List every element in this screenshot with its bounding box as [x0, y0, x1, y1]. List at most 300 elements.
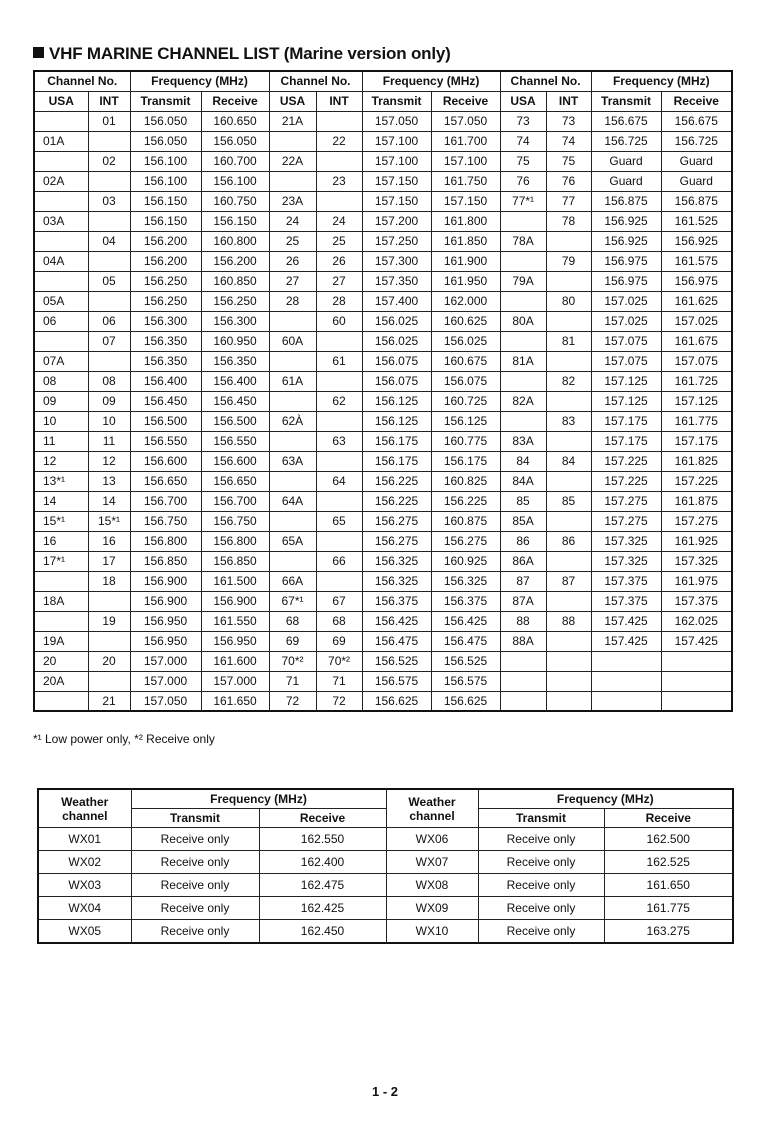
cell-int: 26: [316, 251, 362, 271]
cell-transmit: 156.800: [130, 531, 201, 551]
cell-receive: 160.750: [201, 191, 269, 211]
transmit-header: Transmit: [131, 809, 259, 828]
cell-usa: 02A: [34, 171, 88, 191]
cell-int: [546, 471, 591, 491]
cell-receive: 157.225: [661, 471, 732, 491]
cell-int: [546, 651, 591, 671]
table-row: [34, 451, 732, 471]
cell-int: 03: [88, 191, 130, 211]
cell-transmit: 156.050: [130, 131, 201, 151]
cell-transmit: 156.025: [362, 311, 431, 331]
table-row: [34, 691, 732, 711]
cell-usa: [500, 211, 546, 231]
cell-receive: 156.625: [431, 691, 500, 711]
cell-weather-channel: WX10: [386, 920, 478, 944]
table-row: [34, 611, 732, 631]
cell-usa: 86: [500, 531, 546, 551]
cell-usa: 01A: [34, 131, 88, 151]
cell-transmit: 157.025: [591, 291, 661, 311]
cell-transmit: 156.025: [362, 331, 431, 351]
table-row: [38, 874, 733, 897]
cell-receive: 156.525: [431, 651, 500, 671]
cell-receive: 156.225: [431, 491, 500, 511]
cell-usa: 18A: [34, 591, 88, 611]
cell-receive: 160.650: [201, 111, 269, 131]
table-row: [34, 171, 732, 191]
cell-receive: 156.725: [661, 131, 732, 151]
cell-receive: 160.825: [431, 471, 500, 491]
cell-int: 73: [546, 111, 591, 131]
cell-usa: 65A: [269, 531, 316, 551]
cell-usa: [34, 691, 88, 711]
cell-transmit: 157.225: [591, 471, 661, 491]
cell-receive: 160.700: [201, 151, 269, 171]
cell-usa: 78A: [500, 231, 546, 251]
cell-int: [546, 311, 591, 331]
cell-receive: 160.625: [431, 311, 500, 331]
cell-receive: 162.525: [604, 851, 733, 874]
cell-transmit: 156.075: [362, 371, 431, 391]
table-row: [34, 331, 732, 351]
cell-transmit: Receive only: [131, 920, 259, 944]
cell-int: 16: [88, 531, 130, 551]
cell-int: 07: [88, 331, 130, 351]
cell-receive: [661, 691, 732, 711]
cell-int: [88, 131, 130, 151]
cell-int: [316, 411, 362, 431]
cell-transmit: 157.075: [591, 331, 661, 351]
table-row: [34, 651, 732, 671]
column-header-int: INT: [88, 91, 130, 111]
cell-receive: 156.200: [201, 251, 269, 271]
cell-int: 08: [88, 371, 130, 391]
cell-int: [88, 631, 130, 651]
cell-receive: 156.875: [661, 191, 732, 211]
cell-int: 69: [316, 631, 362, 651]
cell-receive: 156.050: [201, 131, 269, 151]
cell-int: 01: [88, 111, 130, 131]
table-row: [38, 897, 733, 920]
cell-transmit: [591, 691, 661, 711]
cell-transmit: Receive only: [131, 897, 259, 920]
table-row: [34, 531, 732, 551]
cell-transmit: 156.125: [362, 411, 431, 431]
cell-usa: 26: [269, 251, 316, 271]
cell-receive: Guard: [661, 151, 732, 171]
cell-receive: 160.875: [431, 511, 500, 531]
column-header-usa: USA: [500, 91, 546, 111]
cell-usa: 09: [34, 391, 88, 411]
cell-usa: [500, 251, 546, 271]
cell-usa: 06: [34, 311, 88, 331]
cell-transmit: 156.350: [130, 331, 201, 351]
frequency-header: Frequency (MHz): [362, 71, 500, 91]
cell-receive: 156.250: [201, 291, 269, 311]
table-row: [34, 231, 732, 251]
cell-receive: 156.075: [431, 371, 500, 391]
cell-usa: 27: [269, 271, 316, 291]
cell-int: 60: [316, 311, 362, 331]
cell-transmit: Receive only: [478, 851, 604, 874]
cell-transmit: 157.425: [591, 631, 661, 651]
cell-receive: 160.675: [431, 351, 500, 371]
table-row: [34, 251, 732, 271]
cell-usa: 08: [34, 371, 88, 391]
weather-subheader-row: [38, 809, 733, 828]
cell-transmit: 157.025: [591, 311, 661, 331]
cell-int: 23: [316, 171, 362, 191]
cell-usa: 77*¹: [500, 191, 546, 211]
cell-int: [88, 591, 130, 611]
table-row: [34, 411, 732, 431]
cell-int: 25: [316, 231, 362, 251]
cell-transmit: 156.675: [591, 111, 661, 131]
cell-transmit: Receive only: [131, 851, 259, 874]
cell-transmit: 157.250: [362, 231, 431, 251]
cell-transmit: 156.225: [362, 471, 431, 491]
cell-usa: [34, 151, 88, 171]
cell-int: 85: [546, 491, 591, 511]
table-row: [34, 471, 732, 491]
table-row: [34, 151, 732, 171]
cell-transmit: 156.875: [591, 191, 661, 211]
cell-receive: 156.975: [661, 271, 732, 291]
table-row: [34, 491, 732, 511]
cell-transmit: 157.100: [362, 131, 431, 151]
cell-transmit: 156.950: [130, 631, 201, 651]
cell-transmit: 157.000: [130, 651, 201, 671]
cell-transmit: 156.975: [591, 271, 661, 291]
cell-usa: 15*¹: [34, 511, 88, 531]
cell-usa: [34, 571, 88, 591]
cell-int: [546, 631, 591, 651]
cell-receive: 156.275: [431, 531, 500, 551]
table-row: [34, 191, 732, 211]
cell-transmit: 157.425: [591, 611, 661, 631]
cell-usa: [500, 371, 546, 391]
cell-usa: 66A: [269, 571, 316, 591]
cell-weather-channel: WX01: [38, 828, 131, 851]
cell-receive: 156.375: [431, 591, 500, 611]
column-header-receive: Receive: [431, 91, 500, 111]
cell-usa: [500, 331, 546, 351]
cell-transmit: 156.300: [130, 311, 201, 331]
cell-int: 61: [316, 351, 362, 371]
cell-int: 24: [316, 211, 362, 231]
cell-receive: 157.425: [661, 631, 732, 651]
cell-weather-channel: WX02: [38, 851, 131, 874]
cell-transmit: 156.900: [130, 571, 201, 591]
cell-int: 84: [546, 451, 591, 471]
table-row: [34, 671, 732, 691]
cell-usa: 76: [500, 171, 546, 191]
cell-weather-channel: WX03: [38, 874, 131, 897]
cell-receive: 161.700: [431, 131, 500, 151]
cell-transmit: 156.475: [362, 631, 431, 651]
cell-int: [546, 271, 591, 291]
cell-usa: [500, 411, 546, 431]
cell-int: [546, 391, 591, 411]
table-row: [38, 920, 733, 944]
cell-int: 65: [316, 511, 362, 531]
cell-usa: 85: [500, 491, 546, 511]
cell-usa: [34, 111, 88, 131]
cell-usa: 88A: [500, 631, 546, 651]
cell-usa: [34, 231, 88, 251]
cell-transmit: 157.200: [362, 211, 431, 231]
cell-int: 14: [88, 491, 130, 511]
cell-receive: 161.550: [201, 611, 269, 631]
cell-usa: 21A: [269, 111, 316, 131]
cell-int: 72: [316, 691, 362, 711]
square-bullet-icon: [33, 47, 44, 58]
cell-usa: 22A: [269, 151, 316, 171]
cell-receive: 156.600: [201, 451, 269, 471]
cell-receive: 156.700: [201, 491, 269, 511]
cell-transmit: 156.100: [130, 151, 201, 171]
cell-transmit: 156.575: [362, 671, 431, 691]
cell-usa: 74: [500, 131, 546, 151]
cell-usa: 19A: [34, 631, 88, 651]
cell-usa: 69: [269, 631, 316, 651]
weather-channel-table: [37, 788, 734, 944]
cell-receive: [661, 651, 732, 671]
cell-receive: 156.550: [201, 431, 269, 451]
cell-receive: 156.450: [201, 391, 269, 411]
cell-transmit: 156.250: [130, 291, 201, 311]
cell-int: 87: [546, 571, 591, 591]
table-row: [34, 291, 732, 311]
cell-receive: 156.900: [201, 591, 269, 611]
column-header-receive: Receive: [201, 91, 269, 111]
cell-receive: 162.550: [259, 828, 386, 851]
cell-int: 74: [546, 131, 591, 151]
table-row: [34, 551, 732, 571]
cell-int: 62: [316, 391, 362, 411]
sub-header-row: [34, 91, 732, 111]
cell-int: 20: [88, 651, 130, 671]
cell-transmit: 157.350: [362, 271, 431, 291]
cell-weather-channel: WX09: [386, 897, 478, 920]
cell-receive: 157.000: [201, 671, 269, 691]
cell-int: [316, 371, 362, 391]
title-text: VHF MARINE CHANNEL LIST (Marine version only): [49, 44, 451, 63]
cell-transmit: 157.000: [130, 671, 201, 691]
cell-transmit: Guard: [591, 151, 661, 171]
cell-receive: 161.625: [661, 291, 732, 311]
cell-int: 71: [316, 671, 362, 691]
cell-int: [546, 431, 591, 451]
cell-receive: 156.400: [201, 371, 269, 391]
cell-transmit: 156.325: [362, 571, 431, 591]
cell-receive: 157.275: [661, 511, 732, 531]
receive-header: Receive: [604, 809, 733, 828]
cell-transmit: [591, 651, 661, 671]
cell-usa: 88: [500, 611, 546, 631]
column-header-int: INT: [546, 91, 591, 111]
cell-receive: 161.850: [431, 231, 500, 251]
cell-transmit: [591, 671, 661, 691]
cell-receive: 160.950: [201, 331, 269, 351]
cell-int: 21: [88, 691, 130, 711]
cell-transmit: 157.225: [591, 451, 661, 471]
cell-transmit: 156.125: [362, 391, 431, 411]
cell-transmit: 156.325: [362, 551, 431, 571]
frequency-header: Frequency (MHz): [131, 789, 386, 809]
cell-int: [316, 151, 362, 171]
cell-transmit: 156.700: [130, 491, 201, 511]
cell-usa: 20: [34, 651, 88, 671]
cell-int: 27: [316, 271, 362, 291]
cell-transmit: 157.125: [591, 371, 661, 391]
cell-receive: 156.175: [431, 451, 500, 471]
cell-usa: 83A: [500, 431, 546, 451]
cell-int: 82: [546, 371, 591, 391]
cell-int: 11: [88, 431, 130, 451]
cell-transmit: Guard: [591, 171, 661, 191]
cell-transmit: 156.650: [130, 471, 201, 491]
cell-receive: 161.750: [431, 171, 500, 191]
column-header-usa: USA: [34, 91, 88, 111]
cell-usa: 85A: [500, 511, 546, 531]
cell-usa: 07A: [34, 351, 88, 371]
cell-transmit: 156.275: [362, 531, 431, 551]
cell-int: 63: [316, 431, 362, 451]
cell-receive: 160.850: [201, 271, 269, 291]
channel-no-header: Channel No.: [34, 71, 130, 91]
cell-transmit: 156.250: [130, 271, 201, 291]
cell-receive: 156.675: [661, 111, 732, 131]
table-row: [34, 211, 732, 231]
weather-channel-header: Weather channel: [38, 789, 131, 828]
cell-usa: [269, 351, 316, 371]
cell-receive: 157.150: [431, 191, 500, 211]
cell-transmit: 156.375: [362, 591, 431, 611]
cell-receive: 156.575: [431, 671, 500, 691]
cell-int: 02: [88, 151, 130, 171]
cell-int: [316, 491, 362, 511]
cell-transmit: 156.550: [130, 431, 201, 451]
column-header-transmit: Transmit: [591, 91, 661, 111]
cell-int: 05: [88, 271, 130, 291]
cell-transmit: 156.975: [591, 251, 661, 271]
cell-usa: 64A: [269, 491, 316, 511]
cell-int: 19: [88, 611, 130, 631]
cell-receive: 157.100: [431, 151, 500, 171]
cell-usa: [500, 651, 546, 671]
cell-int: [546, 511, 591, 531]
cell-usa: 63A: [269, 451, 316, 471]
cell-int: 66: [316, 551, 362, 571]
cell-int: 80: [546, 291, 591, 311]
cell-receive: 156.150: [201, 211, 269, 231]
cell-int: 04: [88, 231, 130, 251]
cell-usa: [34, 191, 88, 211]
cell-transmit: 157.050: [362, 111, 431, 131]
cell-receive: 156.750: [201, 511, 269, 531]
cell-int: [316, 191, 362, 211]
transmit-header: Transmit: [478, 809, 604, 828]
cell-transmit: Receive only: [131, 874, 259, 897]
cell-int: 77: [546, 191, 591, 211]
weather-channel-header: Weather channel: [386, 789, 478, 828]
cell-transmit: 157.275: [591, 491, 661, 511]
table-row: [34, 591, 732, 611]
cell-int: [316, 111, 362, 131]
cell-receive: 162.500: [604, 828, 733, 851]
cell-usa: 86A: [500, 551, 546, 571]
cell-usa: 04A: [34, 251, 88, 271]
cell-transmit: 157.275: [591, 511, 661, 531]
cell-int: 83: [546, 411, 591, 431]
cell-transmit: 156.150: [130, 191, 201, 211]
cell-transmit: 156.350: [130, 351, 201, 371]
cell-usa: 25: [269, 231, 316, 251]
cell-usa: 84: [500, 451, 546, 471]
cell-usa: 72: [269, 691, 316, 711]
cell-transmit: 156.600: [130, 451, 201, 471]
cell-receive: 161.725: [661, 371, 732, 391]
cell-usa: 60A: [269, 331, 316, 351]
cell-receive: 162.000: [431, 291, 500, 311]
table-row: [34, 131, 732, 151]
cell-receive: 156.650: [201, 471, 269, 491]
cell-receive: 156.950: [201, 631, 269, 651]
cell-receive: 156.850: [201, 551, 269, 571]
cell-int: 67: [316, 591, 362, 611]
cell-int: 78: [546, 211, 591, 231]
cell-receive: 162.025: [661, 611, 732, 631]
cell-int: 70*²: [316, 651, 362, 671]
cell-int: [316, 451, 362, 471]
cell-usa: 87A: [500, 591, 546, 611]
cell-receive: 161.575: [661, 251, 732, 271]
cell-usa: 67*¹: [269, 591, 316, 611]
cell-int: [316, 571, 362, 591]
cell-receive: 156.125: [431, 411, 500, 431]
cell-receive: 161.650: [604, 874, 733, 897]
cell-receive: 157.075: [661, 351, 732, 371]
cell-int: 86: [546, 531, 591, 551]
cell-int: 81: [546, 331, 591, 351]
cell-transmit: 156.200: [130, 231, 201, 251]
cell-transmit: 156.050: [130, 111, 201, 131]
cell-transmit: 156.850: [130, 551, 201, 571]
cell-transmit: 157.175: [591, 431, 661, 451]
cell-receive: 156.300: [201, 311, 269, 331]
cell-usa: [500, 291, 546, 311]
cell-transmit: 157.125: [591, 391, 661, 411]
cell-usa: [34, 611, 88, 631]
cell-usa: 84A: [500, 471, 546, 491]
cell-int: [316, 531, 362, 551]
table-row: [34, 571, 732, 591]
cell-transmit: Receive only: [478, 828, 604, 851]
cell-receive: 157.375: [661, 591, 732, 611]
frequency-header: Frequency (MHz): [478, 789, 733, 809]
cell-receive: 156.425: [431, 611, 500, 631]
cell-transmit: 156.400: [130, 371, 201, 391]
table-row: [34, 631, 732, 651]
cell-int: 75: [546, 151, 591, 171]
cell-transmit: 156.175: [362, 431, 431, 451]
cell-weather-channel: WX05: [38, 920, 131, 944]
cell-receive: 160.725: [431, 391, 500, 411]
column-header-usa: USA: [269, 91, 316, 111]
table-row: [34, 311, 732, 331]
cell-transmit: 157.400: [362, 291, 431, 311]
cell-receive: 157.125: [661, 391, 732, 411]
